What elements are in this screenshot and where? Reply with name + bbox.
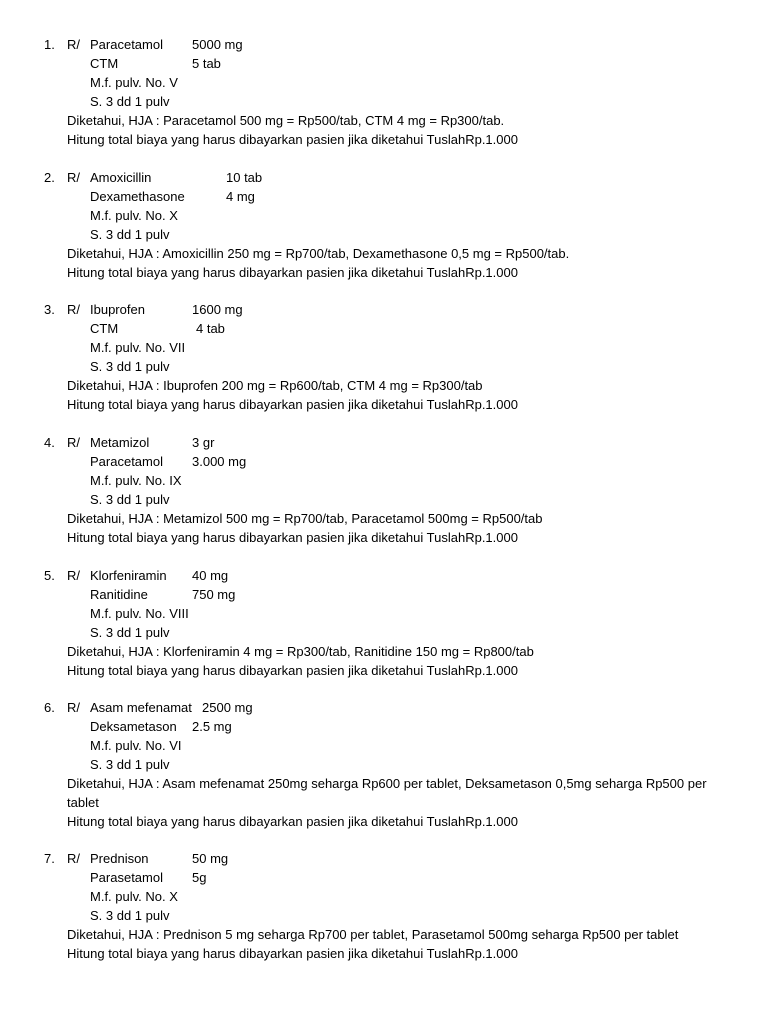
- task-question: Hitung total biaya yang harus dibayarkan pasien jika diketahui TuslahRp.1.000: [67, 663, 518, 678]
- drug-name: Asam mefenamat: [90, 700, 192, 715]
- mf-instruction: M.f. pulv. No. X: [90, 889, 178, 904]
- drug-dose: 40 mg: [192, 568, 229, 583]
- mf-instruction: M.f. pulv. No. X: [90, 208, 178, 223]
- drug-dose: 4 mg: [226, 189, 255, 204]
- drug-dose: 2500 mg: [202, 700, 253, 715]
- recipe-label: R/: [67, 37, 80, 52]
- given-prices: Diketahui, HJA : Asam mefenamat 250mg seharga Rp600 per tablet, Deksametason 0,5mg seharga Rp500 per tablet: [67, 776, 707, 810]
- task-question: Hitung total biaya yang harus dibayarkan pasien jika diketahui TuslahRp.1.000: [67, 814, 518, 829]
- mf-instruction: M.f. pulv. No. V: [90, 75, 178, 90]
- recipe-label: R/: [67, 851, 80, 866]
- problem-number: 6.: [44, 700, 55, 715]
- given-prices: Diketahui, HJA : Prednison 5 mg seharga Rp700 per tablet, Parasetamol 500mg seharga Rp500 per tablet: [67, 927, 679, 942]
- problem-number: 7.: [44, 851, 55, 866]
- recipe-label: R/: [67, 568, 80, 583]
- recipe-label: R/: [67, 700, 80, 715]
- drug-dose: 50 mg: [192, 851, 229, 866]
- task-question: Hitung total biaya yang harus dibayarkan pasien jika diketahui TuslahRp.1.000: [67, 530, 518, 545]
- mf-instruction: M.f. pulv. No. VI: [90, 738, 182, 753]
- drug-name: Parasetamol: [90, 870, 163, 885]
- given-prices: Diketahui, HJA : Paracetamol 500 mg = Rp500/tab, CTM 4 mg = Rp300/tab.: [67, 113, 505, 128]
- drug-name: CTM: [90, 56, 119, 71]
- drug-name: Prednison: [90, 851, 149, 866]
- drug-dose: 1600 mg: [192, 302, 243, 317]
- task-question: Hitung total biaya yang harus dibayarkan pasien jika diketahui TuslahRp.1.000: [67, 132, 518, 147]
- signa-instruction: S. 3 dd 1 pulv: [90, 492, 170, 507]
- drug-name: Amoxicillin: [90, 170, 152, 185]
- task-question: Hitung total biaya yang harus dibayarkan pasien jika diketahui TuslahRp.1.000: [67, 397, 518, 412]
- problem-number: 4.: [44, 435, 55, 450]
- task-question: Hitung total biaya yang harus dibayarkan pasien jika diketahui TuslahRp.1.000: [67, 946, 518, 961]
- drug-dose: 10 tab: [226, 170, 263, 185]
- drug-name: Metamizol: [90, 435, 150, 450]
- recipe-label: R/: [67, 435, 80, 450]
- mf-instruction: M.f. pulv. No. IX: [90, 473, 182, 488]
- given-prices: Diketahui, HJA : Metamizol 500 mg = Rp700/tab, Paracetamol 500mg = Rp500/tab: [67, 511, 543, 526]
- signa-instruction: S. 3 dd 1 pulv: [90, 227, 170, 242]
- given-prices: Diketahui, HJA : Ibuprofen 200 mg = Rp600/tab, CTM 4 mg = Rp300/tab: [67, 378, 483, 393]
- drug-dose: 3 gr: [192, 435, 215, 450]
- drug-name: Paracetamol: [90, 454, 163, 469]
- drug-dose: 750 mg: [192, 587, 236, 602]
- given-prices: Diketahui, HJA : Klorfeniramin 4 mg = Rp300/tab, Ranitidine 150 mg = Rp800/tab: [67, 644, 534, 659]
- drug-dose: 5000 mg: [192, 37, 243, 52]
- signa-instruction: S. 3 dd 1 pulv: [90, 908, 170, 923]
- drug-dose: 5g: [192, 870, 207, 885]
- problem-number: 5.: [44, 568, 55, 583]
- drug-name: CTM: [90, 321, 119, 336]
- signa-instruction: S. 3 dd 1 pulv: [90, 359, 170, 374]
- signa-instruction: S. 3 dd 1 pulv: [90, 625, 170, 640]
- drug-name: Klorfeniramin: [90, 568, 167, 583]
- mf-instruction: M.f. pulv. No. VIII: [90, 606, 189, 621]
- drug-dose: 4 tab: [196, 321, 225, 336]
- problem-number: 3.: [44, 302, 55, 317]
- drug-name: Dexamethasone: [90, 189, 185, 204]
- given-prices: Diketahui, HJA : Amoxicillin 250 mg = Rp700/tab, Dexamethasone 0,5 mg = Rp500/tab.: [67, 246, 570, 261]
- drug-name: Paracetamol: [90, 37, 163, 52]
- recipe-label: R/: [67, 170, 80, 185]
- signa-instruction: S. 3 dd 1 pulv: [90, 757, 170, 772]
- problem-number: 2.: [44, 170, 55, 185]
- drug-dose: 3.000 mg: [192, 454, 247, 469]
- recipe-label: R/: [67, 302, 80, 317]
- task-question: Hitung total biaya yang harus dibayarkan pasien jika diketahui TuslahRp.1.000: [67, 265, 518, 280]
- drug-name: Ibuprofen: [90, 302, 145, 317]
- drug-dose: 5 tab: [192, 56, 221, 71]
- drug-dose: 2.5 mg: [192, 719, 232, 734]
- mf-instruction: M.f. pulv. No. VII: [90, 340, 186, 355]
- problem-number: 1.: [44, 37, 55, 52]
- drug-name: Ranitidine: [90, 587, 148, 602]
- signa-instruction: S. 3 dd 1 pulv: [90, 94, 170, 109]
- drug-name: Deksametason: [90, 719, 177, 734]
